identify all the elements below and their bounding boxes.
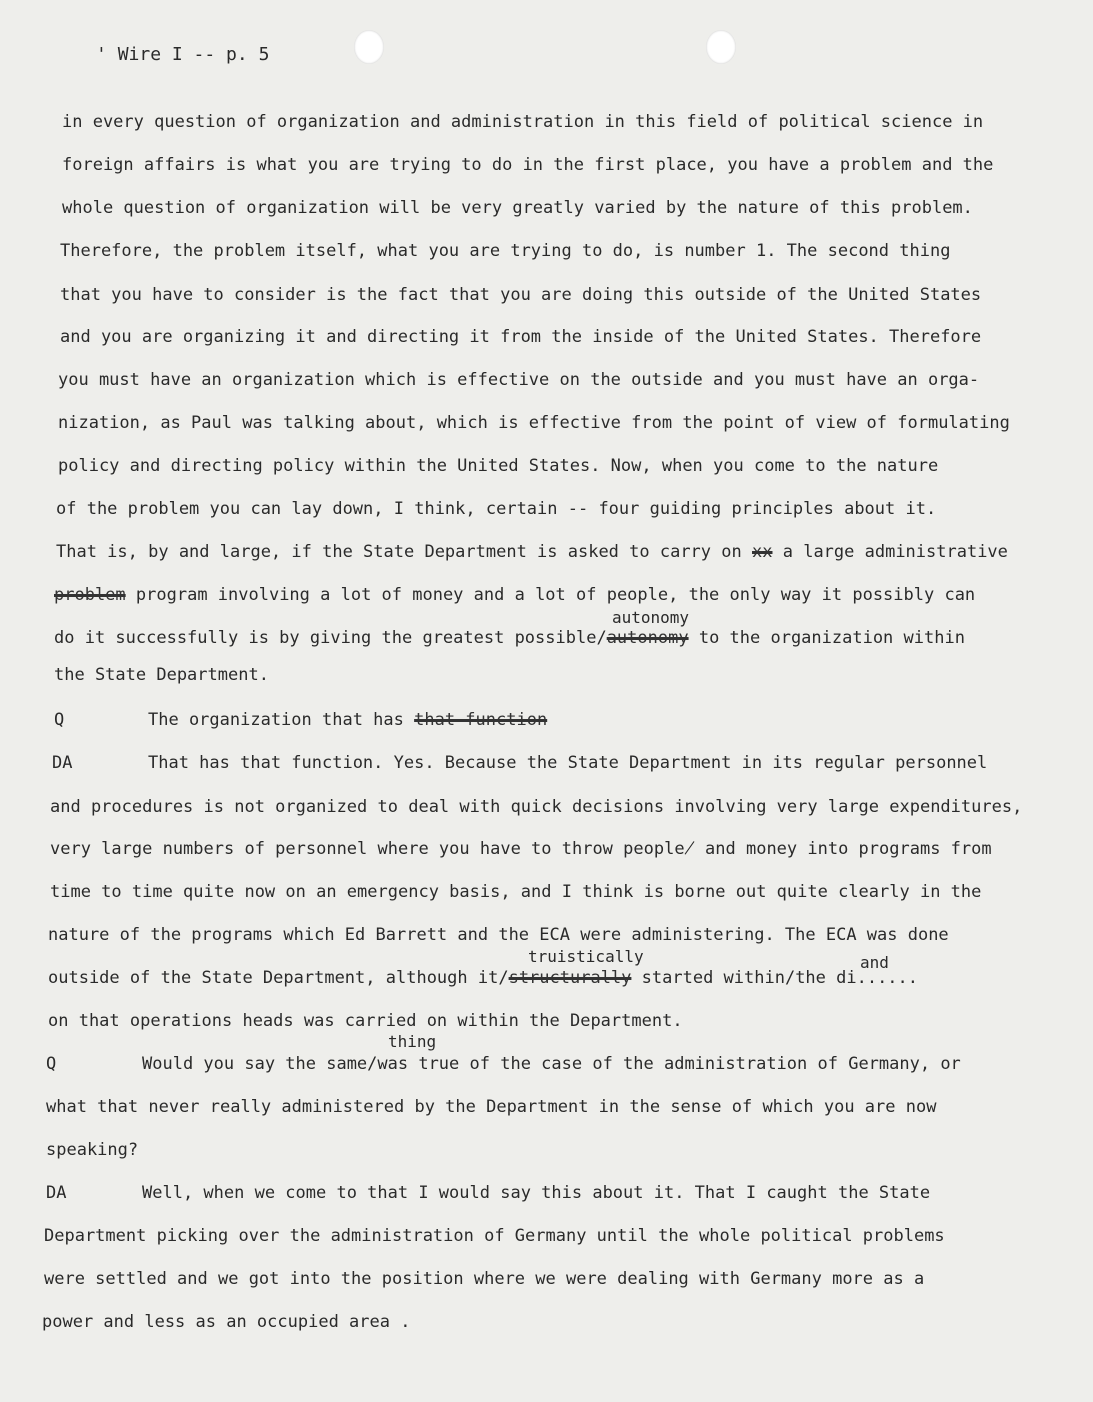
answer-line: were settled and we got into the position where we were dealing with Germany more as a <box>44 1269 925 1289</box>
struck-text: structurally <box>508 968 632 988</box>
text-segment: program involving a lot of money and a lot of people, the only way it possibly can <box>135 585 976 605</box>
text-line <box>56 542 1008 562</box>
question-line <box>148 710 547 730</box>
speaker-label: DA <box>52 753 73 773</box>
header-tick: ' <box>96 44 107 65</box>
struck-text: autonomy <box>606 628 689 648</box>
text-segment: That is, by and large, if the State Department is asked to carry on <box>56 542 742 562</box>
text-line: that you have to consider is the fact that you are doing this outside of the United States <box>60 285 982 305</box>
text-segment: a large administrative <box>782 542 1008 562</box>
answer-line: power and less as an occupied area . <box>42 1312 411 1332</box>
text-segment: the di...... <box>795 968 919 988</box>
punch-hole-left <box>354 30 384 64</box>
speaker-label: DA <box>46 1183 67 1203</box>
answer-line: on that operations heads was carried on within the Department. <box>48 1011 683 1031</box>
handwritten-insert: thing <box>388 1032 437 1051</box>
punch-hole-right <box>706 30 736 64</box>
answer-line: That has that function. Yes. Because the State Department in its regular personnel <box>148 753 988 773</box>
text-line: foreign affairs is what you are trying to do in the first place, you have a problem and the <box>62 155 994 175</box>
handwritten-insert: and <box>860 953 889 972</box>
text-line: of the problem you can lay down, I think, certain -- four guiding principles about it. <box>56 499 937 519</box>
text-segment: started within/ <box>641 968 796 988</box>
text-segment: outside of the State Department, although it/ <box>48 968 509 988</box>
text-segment: The organization that has <box>148 710 404 730</box>
text-line <box>54 628 965 648</box>
text-line: and you are organizing it and directing it from the inside of the United States. Therefore <box>60 327 982 347</box>
answer-line: very large numbers of personnel where you have to throw people̸ and money into programs from <box>50 839 992 859</box>
page-header <box>96 44 269 65</box>
handwritten-insert: truistically <box>528 947 644 966</box>
struck-text: that function <box>414 710 548 730</box>
question-line: Would you say the same/was true of the case of the administration of Germany, or <box>142 1054 961 1074</box>
text-line <box>54 585 975 605</box>
handwritten-insert: autonomy <box>612 608 690 627</box>
struck-text: problem <box>54 585 126 605</box>
speaker-label: Q <box>46 1054 57 1074</box>
text-line: the State Department. <box>54 665 269 685</box>
text-line: policy and directing policy within the United States. Now, when you come to the nature <box>58 456 939 476</box>
text-segment: do it successfully is by giving the greatest possible/ <box>54 628 607 648</box>
text-line: whole question of organization will be very greatly varied by the nature of this problem. <box>62 198 973 218</box>
struck-text: xx <box>752 542 773 562</box>
question-line: what that never really administered by the Department in the sense of which you are now <box>46 1097 937 1117</box>
text-segment: to the organization within <box>698 628 965 648</box>
answer-line: nature of the programs which Ed Barrett and the ECA were administering. The ECA was done <box>48 925 949 945</box>
answer-line <box>48 968 918 988</box>
answer-line: Department picking over the administration of Germany until the whole political problems <box>44 1226 945 1246</box>
speaker-label: Q <box>54 710 65 730</box>
answer-line: Well, when we come to that I would say this about it. That I caught the State <box>142 1183 931 1203</box>
page-label: Wire I -- p. 5 <box>117 44 270 65</box>
text-line: nization, as Paul was talking about, which is effective from the point of view of formulating <box>58 413 1010 433</box>
text-line: Therefore, the problem itself, what you are trying to do, is number 1. The second thing <box>60 241 951 261</box>
answer-line: time to time quite now on an emergency basis, and I think is borne out quite clearly in the <box>50 882 982 902</box>
answer-line: and procedures is not organized to deal with quick decisions involving very large expenditures, <box>50 797 1023 817</box>
text-line: you must have an organization which is effective on the outside and you must have an orga- <box>58 370 980 390</box>
text-line: in every question of organization and administration in this field of political science in <box>62 112 984 132</box>
question-line: speaking? <box>46 1140 139 1160</box>
